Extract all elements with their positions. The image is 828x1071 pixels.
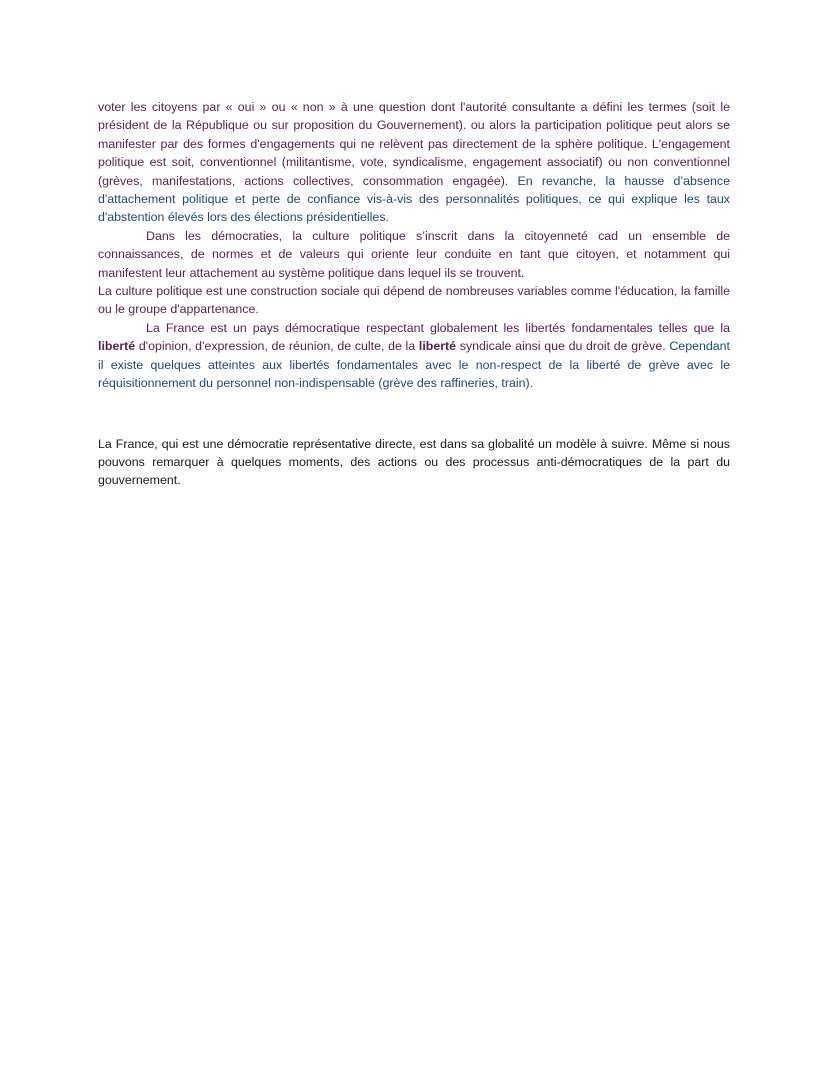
freedom-bold-2: liberté [418,339,457,354]
freedoms-text-part2: d'opinion, d'expression, de réunion, de culte, de la [135,339,419,354]
document-page [98,98,730,490]
freedoms-text-part3: syndicale ainsi que du droit de grève. [456,339,670,354]
paragraph-fundamental-freedoms [98,319,730,393]
paragraph-political-culture: Dans les démocraties, la culture politique s’inscrit dans la citoyenneté cad un ensemble de connaissances, de normes et de valeurs qui oriente leur conduite en tant que citoyen, et notamment qui manifestent leur attachement au système politique dans lequel ils se trouvent. [98,228,730,280]
paragraph-conclusion: La France, qui est une démocratie représentative directe, est dans sa globalité un modèle à suivre. Même si nous pouvons remarquer à quelques moments, des actions ou des processus anti-démocratiques de la part du gouvernement. [98,436,730,488]
paragraph-referendum-text: voter les citoyens par « oui » ou « non » à une question dont l'autorité consultante a défini les termes (soit le président de la République ou sur proposition du Gouvernement). ou alors la participation politique peut alors se manifester par des formes d'engagements qui ne relèvent pas directement de la sphère politique. L'engagement politique est soit, conventionnel (militantisme, vote, syndicalisme, engagement associatif) ou non conventionnel (grèves, manifestations, actions collectives, consommation engagée). [98,100,730,188]
freedoms-text-part1: La France est un pays démocratique respectant globalement les libertés fondamentales telles que la [146,320,730,335]
freedom-bold-1: liberté [98,339,136,354]
paragraph-social-construction: La culture politique est une construction sociale qui dépend de nombreuses variables comme l'éducation, la famille ou le groupe d'appartenance. [98,284,730,317]
paragraph-abstention-text: En revanche, la hausse d’absence d'attachement politique et perte de confiance vis-à-vis des personnalités politiques, ce qui explique les taux d'abstention élevés lors des élections présidentielles. [98,173,730,225]
paragraph-referendum [98,98,730,227]
freedoms-infringement-text: Cependant il existe quelques atteintes aux libertés fondamentales avec le non-respect de la liberté de grève avec le réquisitionnement du personnel non-indispensable (grève des raffineries, train). [98,339,730,391]
